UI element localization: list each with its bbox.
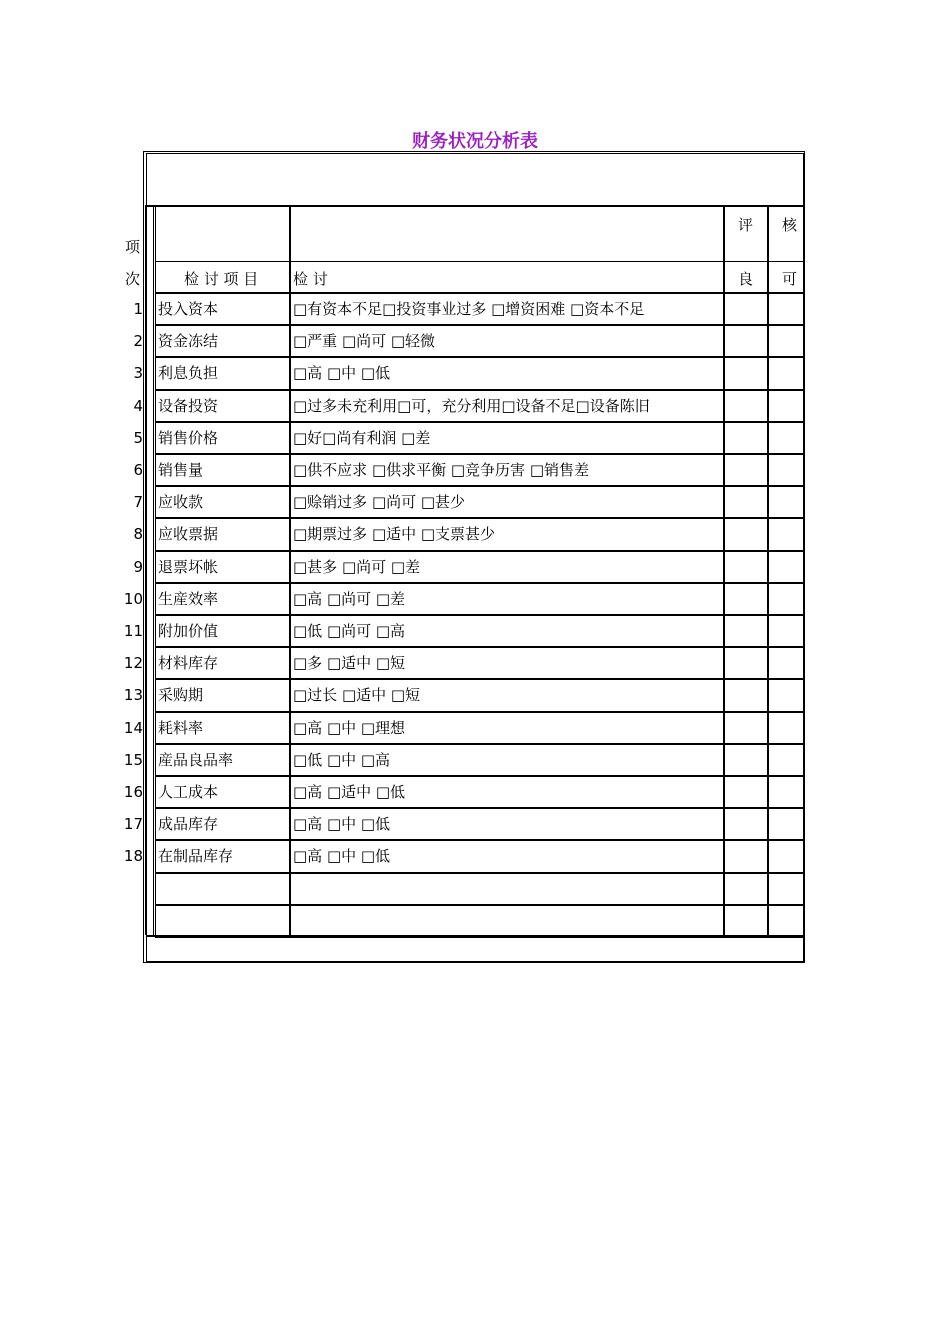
row-number: 12 <box>123 654 143 672</box>
item-column-header: 检 讨 项 目 <box>184 270 259 288</box>
row-review-options: □期票过多 □适中 □支票甚少 <box>293 525 496 543</box>
column-separator-line <box>723 207 725 935</box>
row-separator-line <box>155 775 804 777</box>
row-separator-line <box>155 356 804 358</box>
row-item: 销售价格 <box>158 429 219 447</box>
row-review-options: □过多未充利用□可，充分利用□设备不足□设备陈旧 <box>293 397 650 415</box>
row-number: 16 <box>123 783 143 801</box>
row-item: 设备投资 <box>158 397 219 415</box>
row-item: 耗料率 <box>158 719 204 737</box>
row-item: 生産效率 <box>158 590 219 608</box>
row-item: 在制品库存 <box>158 847 234 865</box>
row-item: 退票坏帐 <box>158 558 219 576</box>
row-separator-line <box>155 550 804 552</box>
row-separator-line <box>155 807 804 809</box>
row-separator-line <box>155 646 804 648</box>
review-column-header: 检 讨 <box>293 270 328 288</box>
row-review-options: □高 □尚可 □差 <box>293 590 406 608</box>
row-number: 10 <box>123 590 143 608</box>
row-review-options: □低 □尚可 □高 <box>293 622 406 640</box>
row-item: 资金冻结 <box>158 332 219 350</box>
row-review-options: □供不应求 □供求平衡 □竞争历害 □销售差 <box>293 461 589 479</box>
row-review-options: □高 □适中 □低 <box>293 783 406 801</box>
row-number: 17 <box>123 815 143 833</box>
row-number: 11 <box>123 622 143 640</box>
row-item: 投入资本 <box>158 300 219 318</box>
page-title: 财务状况分析表 <box>412 131 538 152</box>
row-separator-line <box>155 678 804 680</box>
row-item: 附加价值 <box>158 622 219 640</box>
row-separator-line <box>155 582 804 584</box>
row-number: 7 <box>133 493 143 511</box>
row-separator-line <box>155 839 804 841</box>
row-item: 采购期 <box>158 686 204 704</box>
column-separator-line <box>155 207 156 935</box>
row-item: 人工成本 <box>158 783 219 801</box>
row-separator-line <box>155 711 804 713</box>
row-item: 应收票据 <box>158 525 219 543</box>
row-item: 销售量 <box>158 461 204 479</box>
row-number: 13 <box>123 686 143 704</box>
row-review-options: □多 □适中 □短 <box>293 654 406 672</box>
row-review-options: □高 □中 □理想 <box>293 719 406 737</box>
row-review-options: □有资本不足□投资事业过多 □增资困难 □资本不足 <box>293 300 645 318</box>
row-number: 6 <box>133 461 143 479</box>
header-separator-line <box>146 205 804 207</box>
row-review-options: □过长 □适中 □短 <box>293 686 421 704</box>
row-num-header-top: 项 <box>125 238 141 256</box>
row-item: 成品库存 <box>158 815 219 833</box>
rating-column-header-top: 评 <box>738 216 754 234</box>
row-item: 材料库存 <box>158 654 219 672</box>
row-number: 2 <box>133 332 143 350</box>
row-number: 3 <box>133 364 143 382</box>
row-separator-line <box>155 743 804 745</box>
row-number: 15 <box>123 751 143 769</box>
row-review-options: □好□尚有利润 □差 <box>293 429 431 447</box>
column-separator-line <box>767 207 769 935</box>
row-number: 5 <box>133 429 143 447</box>
header-mid-line <box>155 261 804 262</box>
approve-column-header-top: 核 <box>782 216 798 234</box>
row-review-options: □高 □中 □低 <box>293 364 391 382</box>
column-separator-line <box>289 207 291 935</box>
row-review-options: □严重 □尚可 □轻微 <box>293 332 436 350</box>
rating-column-header-bottom: 良 <box>738 270 754 288</box>
table-bottom-line <box>146 935 804 937</box>
row-number: 8 <box>133 525 143 543</box>
approve-column-header-bottom: 可 <box>782 270 798 288</box>
row-separator-line <box>155 872 804 874</box>
row-item: 産品良品率 <box>158 751 234 769</box>
row-review-options: □高 □中 □低 <box>293 847 391 865</box>
left-row-line <box>145 205 146 935</box>
row-review-options: □低 □中 □高 <box>293 751 391 769</box>
row-item: 利息负担 <box>158 364 219 382</box>
row-review-options: □甚多 □尚可 □差 <box>293 558 421 576</box>
row-separator-line <box>155 614 804 616</box>
row-number: 4 <box>133 397 143 415</box>
row-item: 应收款 <box>158 493 204 511</box>
row-separator-line <box>155 904 804 906</box>
row-number: 1 <box>133 300 143 318</box>
row-number: 9 <box>133 558 143 576</box>
column-separator-line <box>153 207 154 935</box>
row-num-header-bottom: 次 <box>125 270 141 288</box>
row-review-options: □高 □中 □低 <box>293 815 391 833</box>
row-number: 18 <box>123 847 143 865</box>
row-review-options: □赊销过多 □尚可 □甚少 <box>293 493 466 511</box>
row-number: 14 <box>123 719 143 737</box>
